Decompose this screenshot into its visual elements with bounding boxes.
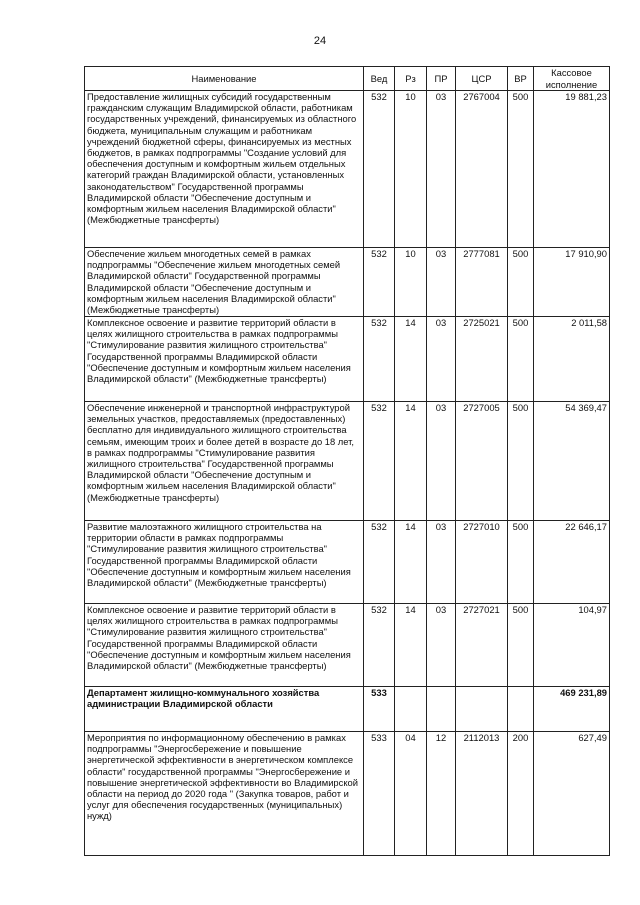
row-ved: 532 <box>364 402 395 521</box>
row-ved: 532 <box>364 248 395 317</box>
row-ved: 532 <box>364 317 395 402</box>
row-vr: 500 <box>508 521 534 604</box>
row-sum: 104,97 <box>534 604 610 687</box>
row-sum: 19 881,23 <box>534 91 610 248</box>
row-csr: 2725021 <box>456 317 508 402</box>
row-csr: 2112013 <box>456 732 508 856</box>
row-sum: 54 369,47 <box>534 402 610 521</box>
row-pr <box>427 687 456 732</box>
row-rz: 04 <box>395 732 427 856</box>
row-pr: 03 <box>427 402 456 521</box>
table-row-department <box>85 687 610 732</box>
row-name: Департамент жилищно-коммунального хозяйства администрации Владимирской области <box>85 687 364 732</box>
row-pr: 03 <box>427 604 456 687</box>
row-ved: 533 <box>364 687 395 732</box>
row-vr <box>508 687 534 732</box>
row-csr: 2727021 <box>456 604 508 687</box>
row-name: Мероприятия по информационному обеспечению в рамках подпрограммы "Энергосбережение и повышение энергетической эффективности в энергетическом комплексе области" государственной программы "Энергосбережение и повышение энергетической эффективности во Владимирской области на период до 2020 года " (Закупка товаров, работ и услуг для обеспечения государственных (муниципальных) нужд) <box>85 732 364 856</box>
row-rz: 10 <box>395 248 427 317</box>
row-name: Комплексное освоение и развитие территорий области в целях жилищного строительства в рамках подпрограммы "Стимулирование развития жилищного строительства" Государственной программы Владимирской области "Обеспечение доступным и комфортным жильем населения Владимирской области" (Межбюджетные трансферты) <box>85 604 364 687</box>
header-rz: Рз <box>395 67 427 91</box>
table-row <box>85 732 610 856</box>
row-name: Обеспечение жильем многодетных семей в рамках подпрограммы "Обеспечение жильем многодетных семей Владимирской области" Государственной программы Владимирской области "Обеспечение доступным и комфортным жильем населения Владимирской области" (Межбюджетные трансферты) <box>85 248 364 317</box>
row-rz: 10 <box>395 91 427 248</box>
header-pr: ПР <box>427 67 456 91</box>
row-sum: 469 231,89 <box>534 687 610 732</box>
table-row <box>85 402 610 521</box>
row-pr: 03 <box>427 91 456 248</box>
row-rz: 14 <box>395 604 427 687</box>
row-vr: 500 <box>508 91 534 248</box>
row-csr: 2777081 <box>456 248 508 317</box>
header-name: Наименование <box>85 67 364 91</box>
page-number: 24 <box>313 35 327 47</box>
table-row <box>85 604 610 687</box>
row-sum: 17 910,90 <box>534 248 610 317</box>
row-ved: 533 <box>364 732 395 856</box>
row-pr: 03 <box>427 521 456 604</box>
table-row <box>85 248 610 317</box>
row-csr: 2727010 <box>456 521 508 604</box>
row-csr: 2767004 <box>456 91 508 248</box>
row-sum: 2 011,58 <box>534 317 610 402</box>
row-vr: 500 <box>508 604 534 687</box>
row-name: Комплексное освоение и развитие территорий области в целях жилищного строительства в рамках подпрограммы "Стимулирование развития жилищного строительства" Государственной программы Владимирской области "Обеспечение доступным и комфортным жильем населения Владимирской области" (Межбюджетные трансферты) <box>85 317 364 402</box>
row-vr: 200 <box>508 732 534 856</box>
row-sum: 22 646,17 <box>534 521 610 604</box>
row-csr <box>456 687 508 732</box>
table-row <box>85 521 610 604</box>
row-name: Обеспечение инженерной и транспортной инфраструктурой земельных участков, предоставляемых (предоставленных) бесплатно для индивидуального жилищного строительства семьям, имеющим троих и более детей в возрасте до 18 лет, в рамках подпрограммы "Стимулирование развития жилищного строительства" Государственной программы Владимирской области "Обеспечение доступным и комфортным жильем населения Владимирской области" (Межбюджетные трансферты) <box>85 402 364 521</box>
table-header-row <box>85 67 610 91</box>
row-pr: 03 <box>427 248 456 317</box>
row-ved: 532 <box>364 521 395 604</box>
header-sum: Кассовое исполнение <box>534 67 610 91</box>
row-vr: 500 <box>508 317 534 402</box>
row-rz: 14 <box>395 317 427 402</box>
row-vr: 500 <box>508 248 534 317</box>
row-pr: 12 <box>427 732 456 856</box>
row-name: Развитие малоэтажного жилищного строительства на территории области в рамках подпрограммы "Стимулирование развития жилищного строительства" Государственной программы Владимирской области "Обеспечение доступным и комфортным жильем населения Владимирской области" (Межбюджетные трансферты) <box>85 521 364 604</box>
budget-execution-table <box>84 66 610 856</box>
row-ved: 532 <box>364 604 395 687</box>
table-row <box>85 317 610 402</box>
header-ved: Вед <box>364 67 395 91</box>
row-csr: 2727005 <box>456 402 508 521</box>
table-row <box>85 91 610 248</box>
row-pr: 03 <box>427 317 456 402</box>
header-vr: ВР <box>508 67 534 91</box>
row-vr: 500 <box>508 402 534 521</box>
row-ved: 532 <box>364 91 395 248</box>
header-csr: ЦСР <box>456 67 508 91</box>
row-rz: 14 <box>395 402 427 521</box>
row-rz <box>395 687 427 732</box>
row-rz: 14 <box>395 521 427 604</box>
row-sum: 627,49 <box>534 732 610 856</box>
row-name: Предоставление жилищных субсидий государственным гражданским служащим Владимирской области, работникам государственных учреждений, финансируемых из областного бюджета, муниципальным служащим и работникам учреждений бюджетной сферы, финансируемых из местных бюджетов, в рамках подпрограммы "Создание условий для обеспечения доступным и комфортным жильем отдельных категорий граждан Владимирской области, установленных законодательством" Государственной программы Владимирской области "Обеспечение доступным и комфортным жильем населения Владимирской области" (Межбюджетные трансферты) <box>85 91 364 248</box>
